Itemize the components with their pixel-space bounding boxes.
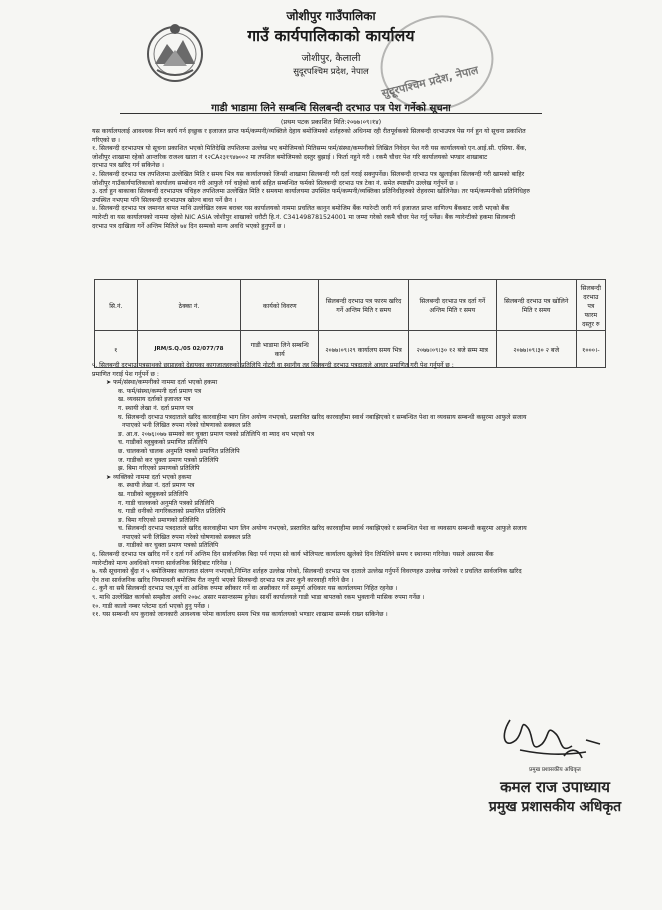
col-header-sn: सि.नं.	[95, 280, 138, 331]
office-name: गाउँ कार्यपालिकाको कार्यालय	[247, 27, 415, 45]
term-line: ११. यस सम्बन्धी थप कुराको जानकारी आवश्यक परेमा कार्यालय समय भित्र यस कार्यालयको भण्डार शाखामा सम्पर्क राख्न सकिनेछ ।	[92, 611, 388, 619]
term-line: ङ. आ.व. २०७६।०७७ सम्मको कर चुक्ता प्रमाण पत्रको प्रतिलिपि वा म्याद थप भएको पत्र	[118, 430, 314, 438]
term-line: ८. कुनै वा सबै सिलबन्दी दरभाउ पत्र,पूर्ण वा आंशिक रुपमा स्वीकार गर्ने वा अस्वीकार गर्ने सम्पूर्ण अधिकार यस कार्यालयमा निहित रहनेछ ।	[92, 585, 398, 593]
col-header-fee: सिलबन्दी दरभाउ पत्र फारम दस्तुर रु	[576, 280, 605, 331]
term-line: ग. गाडी चालकको अनुमति पत्रको प्रतिलिपि	[118, 499, 214, 507]
term-line: ङ. बिमा गरिएको प्रमाणको प्रतिलिपि	[118, 516, 199, 524]
handwritten-signature	[490, 710, 610, 768]
tender-table	[94, 279, 606, 368]
term-line: ७. यसै सूचनाको बुँदा नं ५ बमोजिमका कागजात संलग्न नभएको,निम्नित शर्तहरु उल्लेख गरेको, सिलबन्दी दरभाउ पत्र दाताले उल्लेख गर्नुपर्ने विवरणहरु उल्लेख नगरेको र प्रचलित सार्वजनिक खरिद	[92, 568, 522, 576]
cell-purchase: २०७७।०९।२९ कार्यालय समय भित्र	[319, 331, 409, 368]
col-header-work: कार्यको विवरण	[241, 280, 319, 331]
term-line: ज. गाडीको कर चुक्ता प्रमाण पत्रको प्रतिलिपि	[118, 456, 219, 464]
col-header-purchase: सिलबन्दी दरभाउ पत्र फारम खरिद गर्ने अन्तिम मिति र समय	[319, 280, 409, 331]
intro-line: ४. सिलबन्दी दरभाउ पत्र जमानत बापत माथि उल्लेखित रकम बराबर यस कार्यालयको नाममा प्रचलित कानुन बमोजिम बैंक ग्यारेन्टी जारी गर्न इजाजत प्राप्त वाणिज्य बैंकबाट जारी भएको बैंक	[92, 205, 510, 213]
intro-line: ग्यारेन्टी वा यस कार्यालयको नाममा रहेको NIC ASIA जोशीपुर शाखाको धरौटी हि.नं. C341498781524001 मा जम्मा गरेको रकमै चौधर पेश गर्नु पर्नेछ। बैंक ग्यारेन्टीको हकमा सिलबन्दी	[92, 213, 516, 221]
term-line: ९. माथि उल्लेखित कार्यको सम्झौता अवधि २०७८ असार मसान्तसम्म हुनेछ। सार्थी कार्यालयले गाडी भाडा बापतको रकम भुक्तानी मासिक रुपमा गर्नेछ ।	[92, 594, 425, 602]
intro-line: २. सिलबन्दी दरभाउ पत्र तपशिलमा उल्लेखित मिति र समय भित्र यस कार्यालयको जिन्सी शाखामा सिलबन्दी गरी दर्ता गराई सक्नुपर्नेछ। सिलबन्दी दरभाउ पत्र खुलाईका सिलबन्दी गरी खामको बाहिर	[92, 170, 525, 178]
office-address: जोशीपुर, कैलाली	[301, 53, 361, 64]
col-header-register: सिलबन्दी दरभाउ पत्र दर्ता गर्ने अन्तिम मिति र समय	[408, 280, 496, 331]
notice-terms	[92, 362, 610, 620]
cell-sn: १	[95, 331, 138, 368]
col-header-open: सिलबन्दी दरभाउ पत्र खोलिने मिति र समय	[496, 280, 576, 331]
signature-caption: प्रमुख प्रशासकीय अधिकृत	[529, 767, 581, 773]
intro-line: दरभाउ पत्र खरिद गर्न सकिनेछ ।	[92, 162, 164, 170]
term-line: ५. सिलबन्दी दरभाउ पत्रसाथको छाप्राहको देहायका कागजातहरुको प्रतिलिपि नोटरी वा स्थानीय तह सिलबन्दी दरभाउ पत्रदाताले आधार प्रमाणित गरी पेश गर्नुपर्ने छ :	[92, 362, 454, 369]
term-line: घ. गाडी धनीको नागरिकताको प्रमाणित प्रतिलिपि	[118, 508, 226, 516]
col-header-contract: ठेक्का नं.	[137, 280, 241, 331]
office-province: सुदूरपश्चिम प्रदेश, नेपाल	[293, 67, 369, 77]
term-line: नपाएको भनी लिखित रुपमा गरेको घोषणाको सक्कल प्रति	[122, 533, 251, 541]
intro-line: यस कार्यालयलाई आवश्यक निम्न कार्य गर्न इच्छुक र इजाजत प्राप्त फर्म/कम्पनी/व्यक्तिले देहाय बमोजिमको शर्तहरुको अधिनमा रही रीतपूर्वकको सिलबन्दी दरभाउपत्र पेस गर्न हुन यो सूचना प्रकाशित	[92, 128, 526, 135]
term-line: च. गाडीको ब्लुबुकको प्रमाणित प्रतिलिपि	[118, 439, 208, 447]
cell-register: २०७७।०९।३० १२ बजे सम्म मात्र	[408, 331, 496, 368]
term-line: झ. बिमा गरिएको प्रमाणको प्रतिलिपि	[118, 465, 200, 473]
intro-line: उपस्थित नभएमा पनि सिलबन्दी दरभाउपत्र खोल्न बाधा पर्ने छैन ।	[92, 196, 237, 204]
term-line: ख. व्यवसाय दर्ताको इजाजत पत्र	[118, 396, 191, 404]
term-line: १०. गाडी कालो नम्बर प्लेटमा दर्ता भएको हुनु पर्नेछ ।	[92, 602, 210, 610]
term-line: प्रमाणित गराई पेश गर्नुपर्ने छ :	[92, 370, 159, 378]
table-header-row	[95, 280, 606, 331]
cell-work: गाडी भाडामा लिने सम्बन्धि कार्य	[241, 331, 319, 368]
nepal-emblem-icon	[143, 20, 207, 84]
cell-open: २०७७।०९।३० २ बजे	[496, 331, 576, 368]
intro-line: जोशीपुर गाउँकार्यपालिकाको कार्यालय सम्बोधन गरी आफुले गर्न चाहेको कार्य सहित सम्बन्धित फर्मको सिलबन्दी दरभाउ पत्र टेका नं. समेत स्पष्टसँग उल्लेख गर्नुपर्ने छ ।	[92, 179, 458, 187]
term-line: ख. गाडीको ब्लुबुकको प्रतिलिपि	[118, 490, 188, 498]
intro-line: ३. दर्ता हुन बाकाका सिलबन्दी दरभाउपत्र पचिहरु तपशिलमा उल्लेखित मिति र समयमा कार्यालयमा उपस्थित फर्म/कम्पनी/व्यक्तिका प्रतिनिधीहरुको रोहवरमा खोलिनेछ। तर फर्म/कम्पनीको प्रतिनिधिहरु	[92, 188, 530, 196]
title-underline	[120, 113, 542, 114]
term-line: क. फर्म/संस्था/कम्पनी दर्ता प्रमाण पत्र	[118, 387, 202, 395]
term-line: छ. चालकको चालक अनुमति पत्रको प्रमाणित प्रतिलिपि	[118, 447, 240, 455]
intro-line: गरिएको छ ।	[92, 136, 121, 144]
cell-contract: JRM/S.Q./05 02/077/78	[137, 331, 241, 368]
term-line: ६. सिलबन्दी दरभाउ पत्र खरिद गर्ने र दर्ता गर्ने अन्तिम दिन सार्वजनिक बिदा पर्न गएमा सो कार्य भोलिपल्ट कार्यालय खुलेको दिन तिमिलिने समय र स्थानमा गरिनेछ। यसले असरमा बैंक	[92, 551, 494, 559]
notice-intro	[92, 128, 610, 231]
term-line: क. स्थायी लेखा नं. दर्ता प्रमाण पत्र	[118, 482, 195, 490]
municipality-name: जोशीपुर गाउँपालिका	[286, 9, 376, 23]
term-line: छ. गाडीको कर चुक्ता प्रमाण पत्रको प्रतिलिपि	[118, 542, 219, 550]
term-line: ➤ फर्म/संस्था/कम्पनीको नाममा दर्ता भएको हकमा	[106, 379, 218, 387]
intro-line: दरभाउ पत्र दाखिला गर्ने अन्तिम मितिले ७४ दिन सम्मको मान्य अवधि भएको हुनुपर्ने छ ।	[92, 222, 286, 230]
term-line: ग्यारेन्टीको मान्य अवधिको गणना सार्वजनिक बिदिबाट गरिनेछ ।	[92, 559, 232, 567]
officer-post-stamp: प्रमुख प्रशासकीय अधिकृत	[488, 799, 622, 815]
term-line: ➤ व्यक्तिको नाममा दर्ता भएको हकमा	[106, 473, 192, 481]
term-line: ग. स्थायी लेखा नं. दर्ता प्रमाण पत्र	[118, 404, 194, 412]
term-line: च. सिलबन्दी दरभाउ पत्रदाताले खरिद कारवाहीमा भाग लिन अयोग्य नभएको, प्रस्तावित खरिद कारवाहीमा स्वार्थ नबाझिएको र सम्बन्धित पेशा वा व्यवसाय सम्बन्धी कसुरमा आफुले सजाय	[118, 525, 527, 533]
stamp-text: सुदूरपश्चिम प्रदेश, नेपाल	[380, 63, 480, 101]
cell-fee: १०००।-	[576, 331, 605, 368]
publication-date: (प्रथम पटक प्रकाशित मिति:२०७७।०९।१४)	[280, 118, 382, 126]
term-line: नपाएको भनी लिखित रुपमा गरेको घोषणाको सक्कल प्रति	[122, 422, 251, 430]
officer-name-stamp: कमल राज उपाध्याय	[500, 778, 610, 796]
notice-title: गाडी भाडामा लिने सम्बन्धि सिलबन्दी दरभाउ पत्र पेश गर्नेको सूचना	[211, 103, 451, 114]
intro-line: १. सिलबन्दी दरभाउपत्र यो सूचना प्रकाशित भएको मितिदेखि तपशिलमा उल्लेख भए बमोजिमको मितिसम्म फर्म/संस्था/कम्पनीको लिखित निवेदन पेश गरी यस कार्यालयको एन.आई.सी. एसिया. बैंक,	[92, 145, 527, 153]
intro-line: जोशीपुर शाखामा रहेको आन्तरिक राजश्व खाता नं १२CA२३१९४७००२ मा तपशिल बमोजिमको दस्तुर बुझाई । फिर्ता नहुने गरी । रकमै चौधर पेश गरि कार्यालयको भण्डार शाखाबाट	[92, 153, 488, 161]
term-line: ऐन तथा सार्वजनिक खरिद नियमावली बमोजिम रीत नपुगी भएको सिलबन्दी दरभाउ पत्र उपर कुनै कारवाही गरिने छैन ।	[92, 576, 354, 584]
term-line: घ. सिलबन्दी दरभाउ पत्रदाताले खरिद कारवाहीमा भाग लिन अयोग्य नभएको, प्रस्तावित खरिद कारवाहीमा स्वार्थ नबाझिएको र सम्बन्धित पेशा वा व्यवसाय सम्बन्धी कसुरमा आफुले सजाय	[118, 413, 527, 421]
